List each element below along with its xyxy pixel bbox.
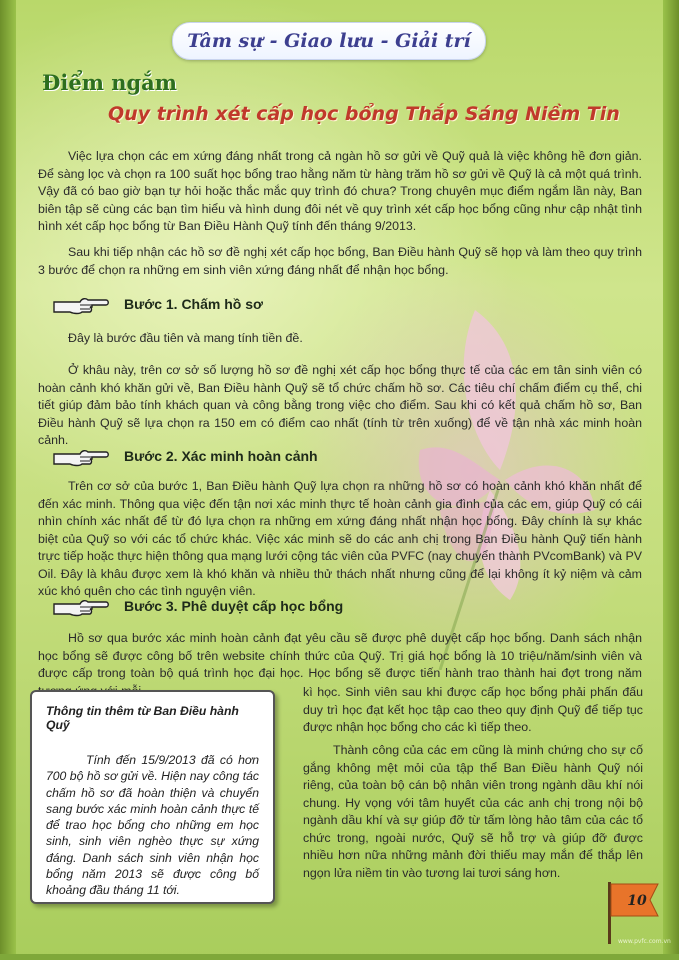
header-title: Tâm sự - Giao lưu - Giải trí [187, 30, 471, 52]
step-3-title: Bước 3. Phê duyệt cấp học bổng [124, 598, 344, 614]
step-2-heading [52, 444, 318, 468]
step-3-paragraph-3: Thành công của các em cũng là minh chứng cho sự cố gắng không mệt mỏi của tập thể Ban Điều hành Quỹ nói riêng, của toàn bộ cán bộ nhân viên trong ngành dầu khí nói chung. Hy vọng với tâm huyết của các anh chị trong nội bộ ngành dầu khí và sự giúp đỡ từ tấm lòng hảo tâm của các tổ chức trong, ngoài nước, Quỹ sẽ hỗ trợ và giúp đỡ được nhiều hơn nữa những mảnh đời thiếu may mắn để thắp lên ngọn lửa niềm tin vào tương lai tươi sáng hơn. [303, 743, 643, 880]
bottom-bar [0, 954, 679, 960]
sidebar-title: Thông tin thêm từ Ban Điều hành Quỹ [46, 704, 239, 732]
page-number: 10 [627, 893, 647, 909]
sidebar-body: Tính đến 15/9/2013 đã có hơn 700 bộ hồ sơ gửi về. Hiện nay công tác chấm hồ sơ đã hoàn thiện và chuyển sang bước xác minh hoàn cảnh thực tế để trao học bổng cho những em học sinh, sinh viên nghèo thực sự xứng đáng. Danh sách sinh viên nhận học bổng năm 2013 sẽ được công bố khoảng đầu tháng 11 tới. [46, 753, 259, 898]
left-border [0, 0, 16, 960]
flag-icon [606, 880, 666, 945]
step-1-paragraph-2: Ở khâu này, trên cơ sở số lượng hồ sơ đề nghị xét cấp học bổng thực tế của các em tân sinh viên có hoàn cảnh khó khăn gửi về, Ban Điều hành Quỹ sẽ tổ chức chấm hồ sơ. Các tiêu chí chấm điểm cụ thể, chi tiết giúp đảm bảo tính khách quan và công bằng trong việc cho điểm. Sau khi có kết quả chấm hồ sơ, Ban Điều hành Quỹ sẽ lựa chọn ra 150 em có điểm cao nhất (tính từ trên xuống) để về tận nhà xác minh hoàn cảnh. [38, 363, 642, 447]
step-1-title: Bước 1. Chấm hồ sơ [124, 296, 263, 312]
step-3-heading [52, 594, 343, 618]
flower-illustration [380, 250, 620, 670]
step-1-paragraph-1: Đây là bước đầu tiên và mang tính tiền đề. [68, 331, 303, 345]
step-3-paragraph-2: kì học. Sinh viên sau khi được cấp học bổng phải phấn đấu duy trì học đạt kết học tập cao theo quy định Quỹ để tiếp tục được nhận học bổng cho các kì tiếp theo. [303, 685, 643, 734]
pointing-hand-icon [52, 444, 110, 468]
header-banner [172, 22, 486, 60]
intro-paragraph-2: Sau khi tiếp nhận các hồ sơ đề nghị xét cấp học bổng, Ban Điều hành Quỹ sẽ họp và làm theo quy trình 3 bước để chọn ra những em sinh viên xứng đáng nhất để nhận học bổng. [38, 245, 642, 277]
article-title: Quy trình xét cấp học bổng Thắp Sáng Niềm Tin [108, 103, 620, 125]
intro-paragraph-1: Việc lựa chọn các em xứng đáng nhất trong cả ngàn hồ sơ gửi về Quỹ quả là việc không hề đơn giản. Để sàng lọc và chọn ra 100 suất học bổng trao hằng năm từ hàng trăm hồ sơ gửi về Quỹ là cả một quá trình. Vậy đã có bao giờ bạn tự hỏi hoặc thắc mắc quy trình đó chưa? Trong chuyên mục điểm ngắm lần này, Ban biên tập sẽ cùng các bạn tìm hiểu và hình dung đôi nét về quy trình xét cấp học bổng cũng như cập nhật tình hình xét cấp học bổng từ Ban Điều Hành Quỹ tính đến tháng 9/2013. [38, 149, 642, 233]
step-1-heading [52, 292, 263, 316]
step-2-paragraph-1: Trên cơ sở của bước 1, Ban Điều hành Quỹ lựa chọn ra những hồ sơ có hoàn cảnh khó khăn nhất để đến xác minh. Thông qua việc đến tận nơi xác minh thực tế hoàn cảnh gia đình của các em, giúp Quỹ có cái nhìn chính xác nhất để từ đó lựa chọn ra những em xứng đáng nhất nhận học bổng. Đây chính là sự khác biệt của Quỹ so với các tổ chức khác. Việc xác minh sẽ do các anh chị trong Ban Điều hành Quỹ tiến hành trực tiếp hoặc thực hiện thông qua mạng lưới cộng tác viên của PVFC (nay chuyển thành PVcomBank) và PV Oil. Đây là khâu được xem là khó khăn và nhiều thử thách nhất nhưng cũng để lại không ít kỷ niệm và cảm xúc khó quên cho các tình nguyện viên. [38, 479, 642, 598]
step-3-paragraph-1: Hồ sơ qua bước xác minh hoàn cảnh đạt yêu cầu sẽ được phê duyệt cấp học bổng. Danh sách nhận học bổng sẽ được công bố trên website chính thức của Quỹ. Trị giá học bổng là 10 triệu/năm/sinh viên và được cấp trong toàn bộ quá trình học đại học. Học bổng sẽ được tiến hành trao thành hai đợt trong năm [38, 631, 642, 680]
pointing-hand-icon [52, 292, 110, 316]
pointing-hand-icon [52, 594, 110, 618]
right-border [663, 0, 679, 960]
section-name: Điểm ngắm [42, 70, 178, 95]
step-2-title: Bước 2. Xác minh hoàn cảnh [124, 448, 318, 464]
footer-watermark: www.pvfc.com.vn [618, 938, 671, 945]
info-sidebar [30, 690, 275, 904]
